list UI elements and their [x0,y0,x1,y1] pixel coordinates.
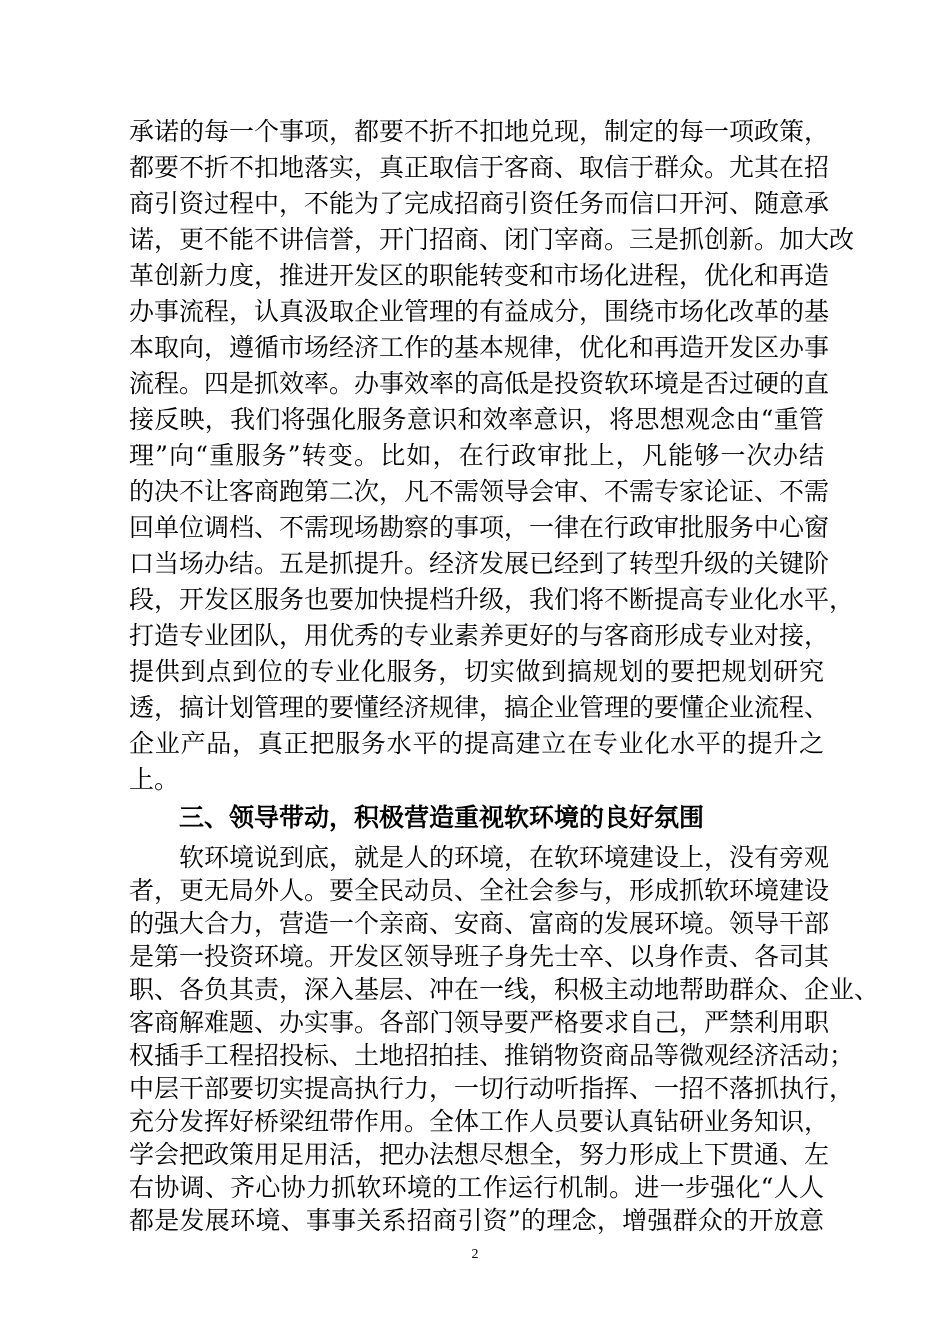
text-line: 充分发挥好桥梁纽带作用。全体工作人员要认真钻研业务知识， [129,1107,830,1136]
text-line: 打造专业团队，用优秀的专业素养更好的与客商形成专业对接， [129,621,830,650]
text-line: 口当场办结。五是抓提升。经济发展已经到了转型升级的关键阶 [129,549,830,578]
text-line: 学会把政策用足用活，把办法想尽想全，努力形成上下贯通、左 [129,1140,830,1169]
text-line: 上。 [129,765,180,794]
text-line: 右协调、齐心协力抓软环境的工作运行机制。进一步强化“人人 [129,1173,824,1202]
text-line: 的决不让客商跑第二次，凡不需领导会审、不需专家论证、不需 [129,477,830,506]
text-line: 提供到点到位的专业化服务，切实做到搞规划的要把规划研究 [129,657,824,686]
text-line: 客商解难题、办实事。各部门领导要严格要求自己，严禁利用职 [129,1008,830,1037]
text-line: 权插手工程招投标、土地招拍挂、推销物资商品等微观经济活动； [129,1041,855,1070]
page-number: 2 [471,1247,479,1262]
text-line: 软环境说到底，就是人的环境，在软环境建设上，没有旁观 [179,843,830,872]
text-line: 本取向，遵循市场经济工作的基本规律，优化和再造开发区办事 [129,333,830,362]
text-line: 透，搞计划管理的要懂经济规律，搞企业管理的要懂企业流程、 [129,693,830,722]
text-line: 接反映，我们将强化服务意识和效率意识，将思想观念由“重管 [129,405,824,434]
text-line: 革创新力度，推进开发区的职能转变和市场化进程，优化和再造 [129,261,830,290]
text-line: 的强大合力，营造一个亲商、安商、富商的发展环境。领导干部 [129,909,830,938]
text-line: 都要不折不扣地落实，真正取信于客商、取信于群众。尤其在招 [129,153,830,182]
section-heading: 三、领导带动，积极营造重视软环境的良好氛围 [179,803,705,832]
text-line: 流程。四是抓效率。办事效率的高低是投资软环境是否过硬的直 [129,369,830,398]
text-line: 职、各负其责，深入基层、冲在一线，积极主动地帮助群众、企业、 [129,975,880,1004]
text-line: 办事流程，认真汲取企业管理的有益成分，围绕市场化改革的基 [129,297,830,326]
text-line: 诺，更不能不讲信誉，开门招商、闭门宰商。三是抓创新。加大改 [129,225,855,254]
text-line: 商引资过程中，不能为了完成招商引资任务而信口开河、随意承 [129,189,830,218]
text-line: 段，开发区服务也要加快提档升级，我们将不断提高专业化水平， [129,585,855,614]
text-line: 中层干部要切实提高执行力，一切行动听指挥、一招不落抓执行， [129,1074,855,1103]
text-line: 回单位调档、不需现场勘察的事项，一律在行政审批服务中心窗 [129,513,830,542]
text-line: 企业产品，真正把服务水平的提高建立在专业化水平的提升之 [129,729,824,758]
text-line: 者，更无局外人。要全民动员、全社会参与，形成抓软环境建设 [129,876,830,905]
text-line: 都是发展环境、事事关系招商引资”的理念，增强群众的开放意 [129,1206,824,1235]
text-line: 理”向“重服务”转变。比如，在行政审批上，凡能够一次办结 [129,441,824,470]
text-line: 是第一投资环境。开发区领导班子身先士卒、以身作责、各司其 [129,942,830,971]
text-line: 承诺的每一个事项，都要不折不扣地兑现，制定的每一项政策， [129,117,830,146]
